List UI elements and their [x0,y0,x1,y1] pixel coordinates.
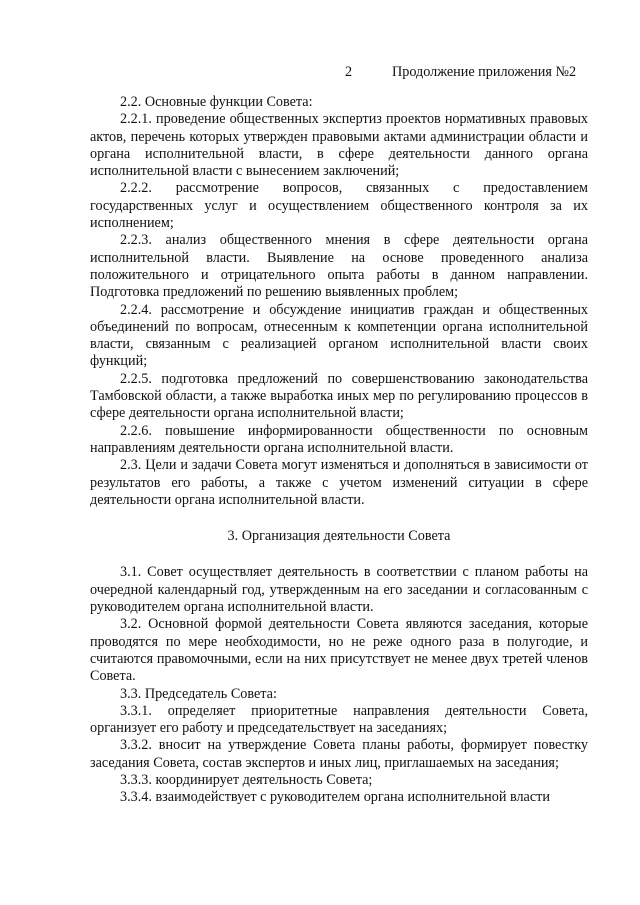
paragraph-2-2: 2.2. Основные функции Совета: [120,94,313,110]
paragraph-2-2-4: 2.2.4. рассмотрение и обсуждение инициатив граждан и общественных объединений по вопросам, отнесенным к компетенции органа исполнительной власти, связанным с реализацией органом исполнительной власти своих функций; [90,301,588,370]
paragraph-3-3-4: 3.3.4. взаимодействует с руководителем органа исполнительной власти [120,789,550,806]
paragraph-2-2-2: 2.2.2. рассмотрение вопросов, связанных с предоставлением государственных услуг и осуществлением общественного контроля за их исполнением; [90,180,588,232]
document-body [90,94,588,807]
page-number: 2 [345,64,353,80]
page-header [0,64,640,82]
paragraph-3-3-2: 3.3.2. вносит на утверждение Совета планы работы, формирует повестку заседания Совета, состав экспертов и иных лиц, приглашаемых на заседания; [90,737,588,771]
paragraph-3-3-3: 3.3.3. координирует деятельность Совета; [120,771,373,788]
paragraph-2-2-5: 2.2.5. подготовка предложений по совершенствованию законодательства Тамбовской области, а также выработка иных мер по регулированию процессов в сфере деятельности органа исполнительной власти; [90,370,588,422]
appendix-continuation-title: Продолжение приложения №2 [392,64,577,80]
spacer [90,545,588,564]
spacer [90,509,588,528]
paragraph-2-2-1: 2.2.1. проведение общественных экспертиз проектов нормативных правовых актов, перечень которых утвержден правовыми актами администрации области и органа исполнительной власти, в сфере деятельности данного органа исполнительной власти с вынесением заключений; [90,111,588,180]
paragraph-3-3: 3.3. Председатель Совета: [120,685,277,702]
paragraph-2-2-3: 2.2.3. анализ общественного мнения в сфере деятельности органа исполнительной власти. Выявление на основе проведенного анализа положительного и отрицательного опыта работы в данном направлении. Подготовка предложений по решению выявленных проблем; [90,232,588,301]
paragraph-3-2: 3.2. Основной формой деятельности Совета являются заседания, которые проводятся по мере необходимости, но не реже одного раза в полугодие, и считаются правомочными, если на них присутствует не менее двух третей членов Совета. [90,616,588,685]
paragraph-3-3-1: 3.3.1. определяет приоритетные направления деятельности Совета, организует его работу и председательствует на заседаниях; [90,702,588,737]
paragraph-3-1: 3.1. Совет осуществляет деятельность в соответствии с планом работы на очередной календарный год, утвержденным на его заседании и согласованным с руководителем органа исполнительной власти. [90,564,588,616]
section-heading: 3. Организация деятельности Совета [227,528,451,545]
paragraph-2-2-6: 2.2.6. повышение информированности общественности по основным направлениям деятельности органа исполнительной власти. [90,422,588,456]
paragraph-2-3: 2.3. Цели и задачи Совета могут изменяться и дополняться в зависимости от результатов его работы, а также с учетом изменений ситуации в сфере деятельности органа исполнительной власти. [90,457,588,508]
